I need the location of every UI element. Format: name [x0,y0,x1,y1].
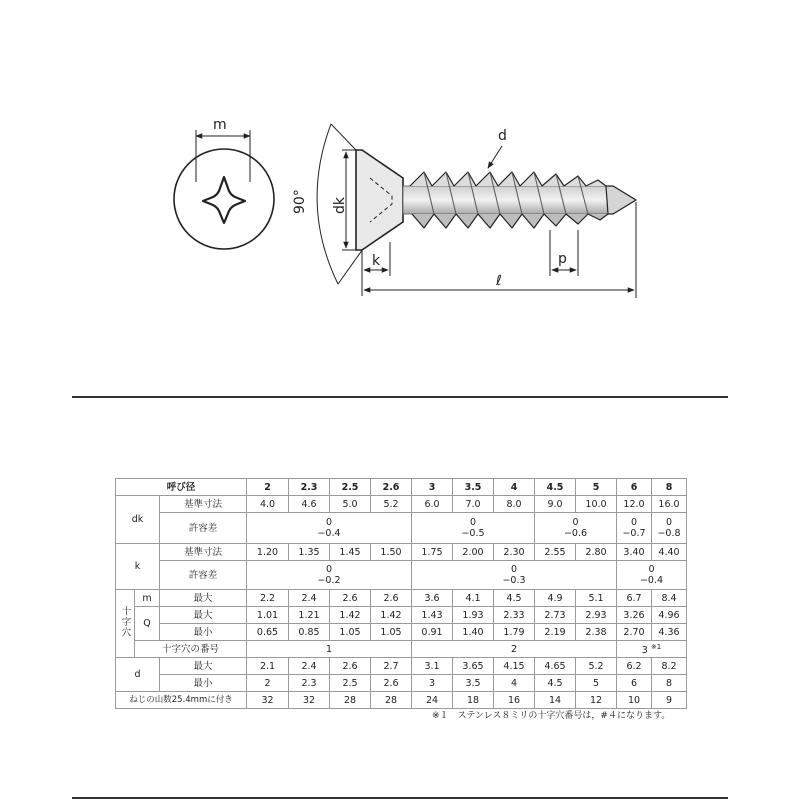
table-cell: 28 [330,692,371,709]
table-cell: 2.93 [576,607,617,624]
size-cell: 2 [247,479,289,496]
table-cell: 18 [453,692,494,709]
size-cell: 8 [652,479,687,496]
table-cell: 10 [617,692,652,709]
tol-upper: 0 [325,564,333,575]
table-row [116,544,687,561]
tol-upper: 0 [665,517,673,528]
size-cell: 4 [494,479,535,496]
table-cell: 3.6 [412,590,453,607]
footnote: ※１ ステンレス８ミリの十字穴番号は，#４になります。 [432,711,671,721]
tolerance-cell [535,513,617,544]
table-row [116,590,687,607]
table-cell: 28 [371,692,412,709]
table-cell: 2.19 [535,624,576,641]
tol-upper: 0 [325,517,333,528]
size-header: 呼び径 [116,479,247,496]
table-row [116,496,687,513]
table-cell: 5 [576,675,617,692]
table-cell: 4.1 [453,590,494,607]
table-cell: 1.05 [371,624,412,641]
tol-upper: 0 [469,517,477,528]
tolerance-cell [412,561,617,590]
table-cell: 4.5 [494,590,535,607]
tolerance-cell [617,561,687,590]
table-cell: 5.2 [371,496,412,513]
p-label: p [558,251,567,267]
d-label: d [498,128,507,144]
table-cell: 4.5 [535,675,576,692]
table-cell: 16 [494,692,535,709]
basic-label: 基準寸法 [160,496,247,513]
table-cell: 8.2 [652,658,687,675]
size-cell: 6 [617,479,652,496]
table-cell: 6.2 [617,658,652,675]
q-row-label: Q [135,607,160,641]
max-label: 最大 [160,590,247,607]
table-cell: 12.0 [617,496,652,513]
table-cell: 2.80 [576,544,617,561]
recess-number-cell: 2 [412,641,617,658]
table-cell: 4 [494,675,535,692]
table-cell: 8.0 [494,496,535,513]
table-cell: 1.43 [412,607,453,624]
dk-label: dk [332,197,348,214]
tol-lower: −0.3 [502,575,526,586]
min-label: 最小 [160,675,247,692]
table-cell: 2.73 [535,607,576,624]
tol-upper: 0 [648,564,655,575]
tol-lower: −0.5 [461,528,485,539]
dk-row-label: dk [116,496,160,544]
table-cell: 2.6 [371,675,412,692]
table-cell: 32 [247,692,289,709]
table-cell: 1.35 [289,544,330,561]
table-cell: 12 [576,692,617,709]
tolerance-label: 許容差 [160,561,247,590]
tolerance-cell [652,513,687,544]
size-cell: 3 [412,479,453,496]
table-cell: 2.1 [247,658,289,675]
table-cell: 1.75 [412,544,453,561]
table-cell: 5.1 [576,590,617,607]
table-cell: 1.40 [453,624,494,641]
table-row [116,513,687,544]
table-cell: 16.0 [652,496,687,513]
table-cell: 3.65 [453,658,494,675]
recess-number-value: 3 [641,645,648,657]
table-cell: 7.0 [453,496,494,513]
table-cell: 2.3 [289,675,330,692]
threads-label: ねじの山数25.4mmに付き [116,692,247,709]
size-cell: 5 [576,479,617,496]
table-cell: 10.0 [576,496,617,513]
table-cell: 1.42 [330,607,371,624]
tol-upper: 0 [630,517,638,528]
table-cell: 4.9 [535,590,576,607]
table-row [116,479,687,496]
table-row [116,675,687,692]
screw-side-view [292,124,636,298]
table-cell: 4.96 [652,607,687,624]
min-label: 最小 [160,624,247,641]
table-cell: 2.5 [330,675,371,692]
table-cell: 1.45 [330,544,371,561]
table-row [116,607,687,624]
table-cell: 6.7 [617,590,652,607]
recess-label-text: 十字穴 [119,606,131,638]
table-cell: 9.0 [535,496,576,513]
tol-lower: −0.4 [639,575,664,586]
tol-lower: −0.4 [317,528,341,539]
table-cell: 2.6 [371,590,412,607]
table-row [116,692,687,709]
tol-lower: −0.7 [622,528,646,539]
table-cell: 1.20 [247,544,289,561]
table-cell: 2.00 [453,544,494,561]
recess-number-label: 十字穴の番号 [135,641,247,658]
table-cell: 0.85 [289,624,330,641]
table-cell: 1.79 [494,624,535,641]
table-cell: 5.2 [576,658,617,675]
table-row [116,561,687,590]
basic-label: 基準寸法 [160,544,247,561]
recess-number-note: ※1 [650,642,662,651]
tol-lower: −0.6 [563,528,588,539]
d-row-label: d [116,658,160,692]
table-cell: 3.40 [617,544,652,561]
table-cell: 2.2 [247,590,289,607]
table-cell: 3.26 [617,607,652,624]
m-label: m [213,117,227,133]
size-cell: 4.5 [535,479,576,496]
angle-label: 90° [292,189,308,214]
size-cell: 3.5 [453,479,494,496]
tolerance-cell [617,513,652,544]
max-label: 最大 [160,607,247,624]
table-cell: 2.33 [494,607,535,624]
max-label: 最大 [160,658,247,675]
k-label: k [372,253,381,269]
table-cell: 0.91 [412,624,453,641]
head-top-view [174,117,274,249]
table-cell: 4.40 [652,544,687,561]
table-cell: 6.0 [412,496,453,513]
table-cell: 2.4 [289,590,330,607]
table-row [116,641,687,658]
table-cell: 8 [652,675,687,692]
table-cell: 1.21 [289,607,330,624]
table-cell: 4.65 [535,658,576,675]
size-cell: 2.5 [330,479,371,496]
table-cell: 2.38 [576,624,617,641]
table-cell: 2.30 [494,544,535,561]
table-cell: 1.42 [371,607,412,624]
k-row-label: k [116,544,160,590]
table-cell: 0.65 [247,624,289,641]
table-cell: 3.1 [412,658,453,675]
tolerance-cell [412,513,535,544]
table-cell: 1.50 [371,544,412,561]
table-cell: 14 [535,692,576,709]
length-label: ℓ [496,273,502,289]
recess-number-cell [617,641,687,658]
table-cell: 2.6 [330,658,371,675]
m-row-label: m [135,590,160,607]
tolerance-cell [247,513,412,544]
table-cell: 9 [652,692,687,709]
table-cell: 24 [412,692,453,709]
table-row [116,624,687,641]
recess-label [116,590,135,658]
table-cell: 2 [247,675,289,692]
bottom-divider [72,797,728,799]
tolerance-label: 許容差 [160,513,247,544]
size-cell: 2.6 [371,479,412,496]
table-cell: 5.0 [330,496,371,513]
recess-number-cell: 1 [247,641,412,658]
table-cell: 1.01 [247,607,289,624]
table-cell: 2.55 [535,544,576,561]
table-cell: 4.36 [652,624,687,641]
table-cell: 32 [289,692,330,709]
top-divider [72,396,728,398]
table-cell: 1.93 [453,607,494,624]
table-row [116,658,687,675]
table-cell: 8.4 [652,590,687,607]
table-cell: 4.0 [247,496,289,513]
table-cell: 2.70 [617,624,652,641]
table-cell: 3.5 [453,675,494,692]
tol-upper: 0 [572,517,579,528]
table-cell: 2.7 [371,658,412,675]
spec-table [115,478,687,709]
table-cell: 3 [412,675,453,692]
tol-lower: −0.8 [657,528,681,539]
table-cell: 4.6 [289,496,330,513]
tolerance-cell [247,561,412,590]
table-cell: 2.6 [330,590,371,607]
table-cell: 4.15 [494,658,535,675]
table-cell: 1.05 [330,624,371,641]
table-cell: 2.4 [289,658,330,675]
table-cell: 6 [617,675,652,692]
tol-lower: −0.2 [317,575,341,586]
size-cell: 2.3 [289,479,330,496]
tol-upper: 0 [510,564,518,575]
